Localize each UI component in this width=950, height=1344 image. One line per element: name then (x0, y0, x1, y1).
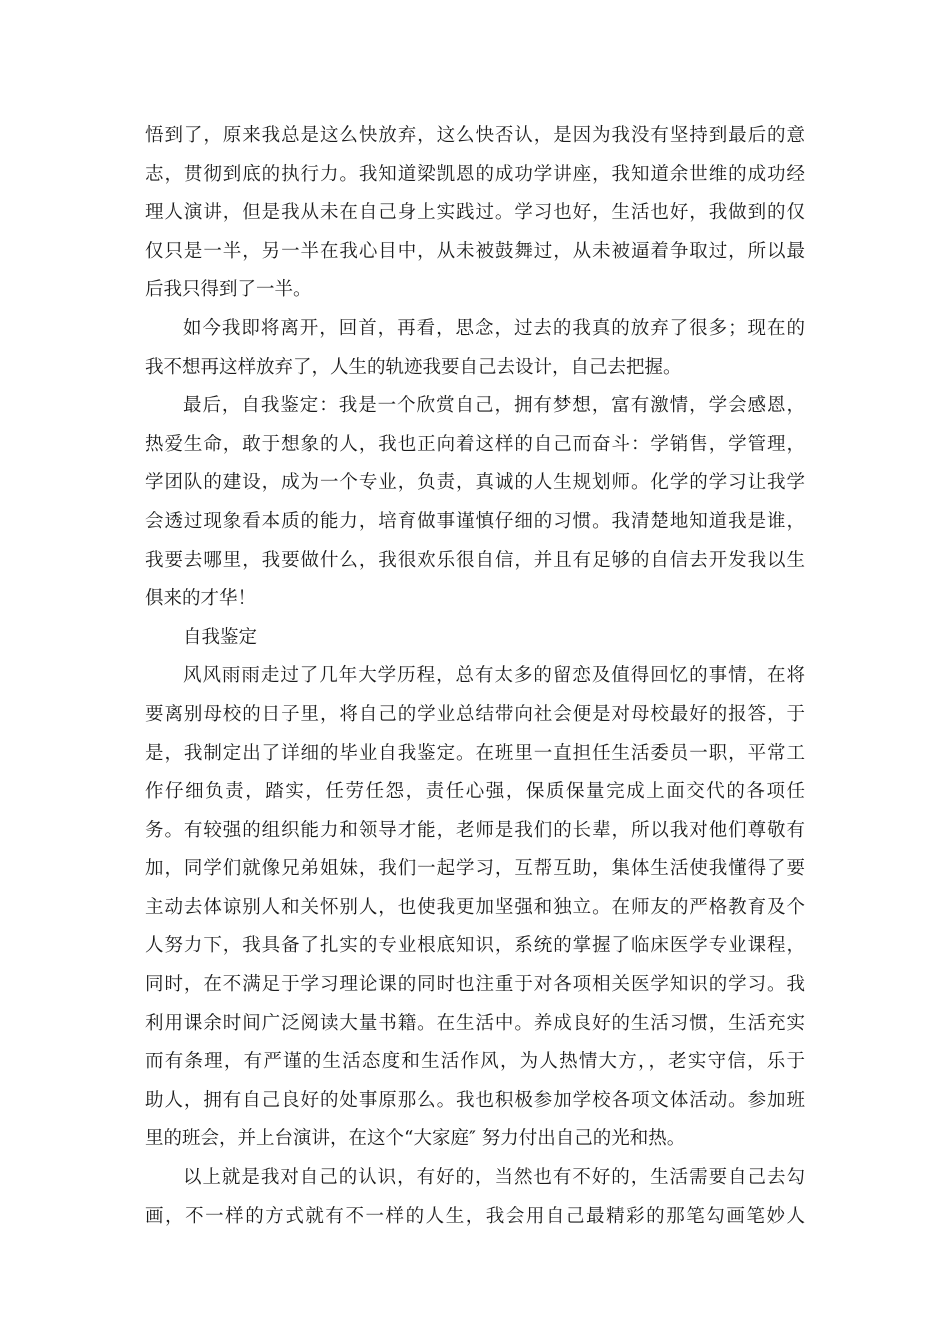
text-line: 学团队的建设，成为一个专业，负责，真诚的人生规划师。化学的学习让我学 (145, 472, 805, 494)
text-line: 是，我制定出了详细的毕业自我鉴定。在班里一直担任生活委员一职，平常工 (145, 742, 805, 764)
text-line: 务。有较强的组织能力和领导才能，老师是我们的长辈，所以我对他们尊敬有 (145, 819, 805, 841)
text-line: 里的班会，并上台演讲，在这个“大家庭″ 努力付出自己的光和热。 (145, 1128, 686, 1150)
text-line: 同时，在不满足于学习理论课的同时也注重于对各项相关医学知识的学习。我 (145, 974, 805, 996)
document-body (145, 117, 805, 1236)
text-line: 主动去体谅别人和关怀别人，也使我更加坚强和独立。在师友的严格教育及个 (145, 896, 805, 918)
text-line: 助人，拥有自己良好的处事原那么。我也积极参加学校各项文体活动。参加班 (145, 1089, 805, 1111)
text-line: 加，同学们就像兄弟姐妹，我们一起学习，互帮互助，集体生活使我懂得了要 (145, 858, 805, 880)
text-line: 而有条理，有严谨的生活态度和生活作风，为人热情大方，，老实守信，乐于 (145, 1051, 805, 1073)
text-line: 自我鉴定 (183, 626, 258, 648)
text-line: 画，不一样的方式就有不一样的人生，我会用自己最精彩的那笔勾画笔妙人 (145, 1205, 805, 1227)
text-line: 俱来的才华！ (145, 588, 257, 610)
text-line: 我不想再这样放弃了，人生的轨迹我要自己去设计，自己去把握。 (145, 356, 682, 378)
text-line: 人努力下，我具备了扎实的专业根底知识，系统的掌握了临床医学专业课程， (145, 935, 805, 957)
text-line: 理人演讲，但是我从未在自己身上实践过。学习也好，生活也好，我做到的仅 (145, 202, 805, 224)
text-line: 志，贯彻到底的执行力。我知道梁凯恩的成功学讲座，我知道余世维的成功经 (145, 163, 805, 185)
text-line: 后我只得到了一半。 (145, 279, 312, 301)
text-line: 会透过现象看本质的能力，培育做事谨慎仔细的习惯。我清楚地知道我是谁， (145, 510, 805, 532)
text-line: 利用课余时间广泛阅读大量书籍。在生活中。养成良好的生活习惯，生活充实 (145, 1012, 805, 1034)
text-line: 悟到了，原来我总是这么快放弃，这么快否认，是因为我没有坚持到最后的意 (145, 125, 805, 146)
text-line: 我要去哪里，我要做什么，我很欢乐很自信，并且有足够的自信去开发我以生 (145, 549, 805, 571)
text-line: 最后，自我鉴定：我是一个欣赏自己，拥有梦想，富有激情，学会感恩， (183, 395, 805, 417)
text-line: 如今我即将离开，回首，再看，思念，过去的我真的放弃了很多；现在的 (183, 317, 805, 339)
text-line: 热爱生命，敢于想象的人，我也正向着这样的自己而奋斗：学销售，学管理， (145, 433, 805, 455)
text-line: 要离别母校的日子里，将自己的学业总结带向社会便是对母校最好的报答，于 (145, 703, 805, 725)
text-line: 以上就是我对自己的认识，有好的，当然也有不好的，生活需要自己去勾 (183, 1167, 805, 1189)
text-line: 风风雨雨走过了几年大学历程，总有太多的留恋及值得回忆的事情，在将 (183, 665, 805, 687)
text-line: 作仔细负责，踏实，任劳任怨，责任心强，保质保量完成上面交代的各项任 (145, 781, 805, 803)
text-line: 仅只是一半，另一半在我心目中，从未被鼓舞过，从未被逼着争取过，所以最 (145, 240, 805, 262)
